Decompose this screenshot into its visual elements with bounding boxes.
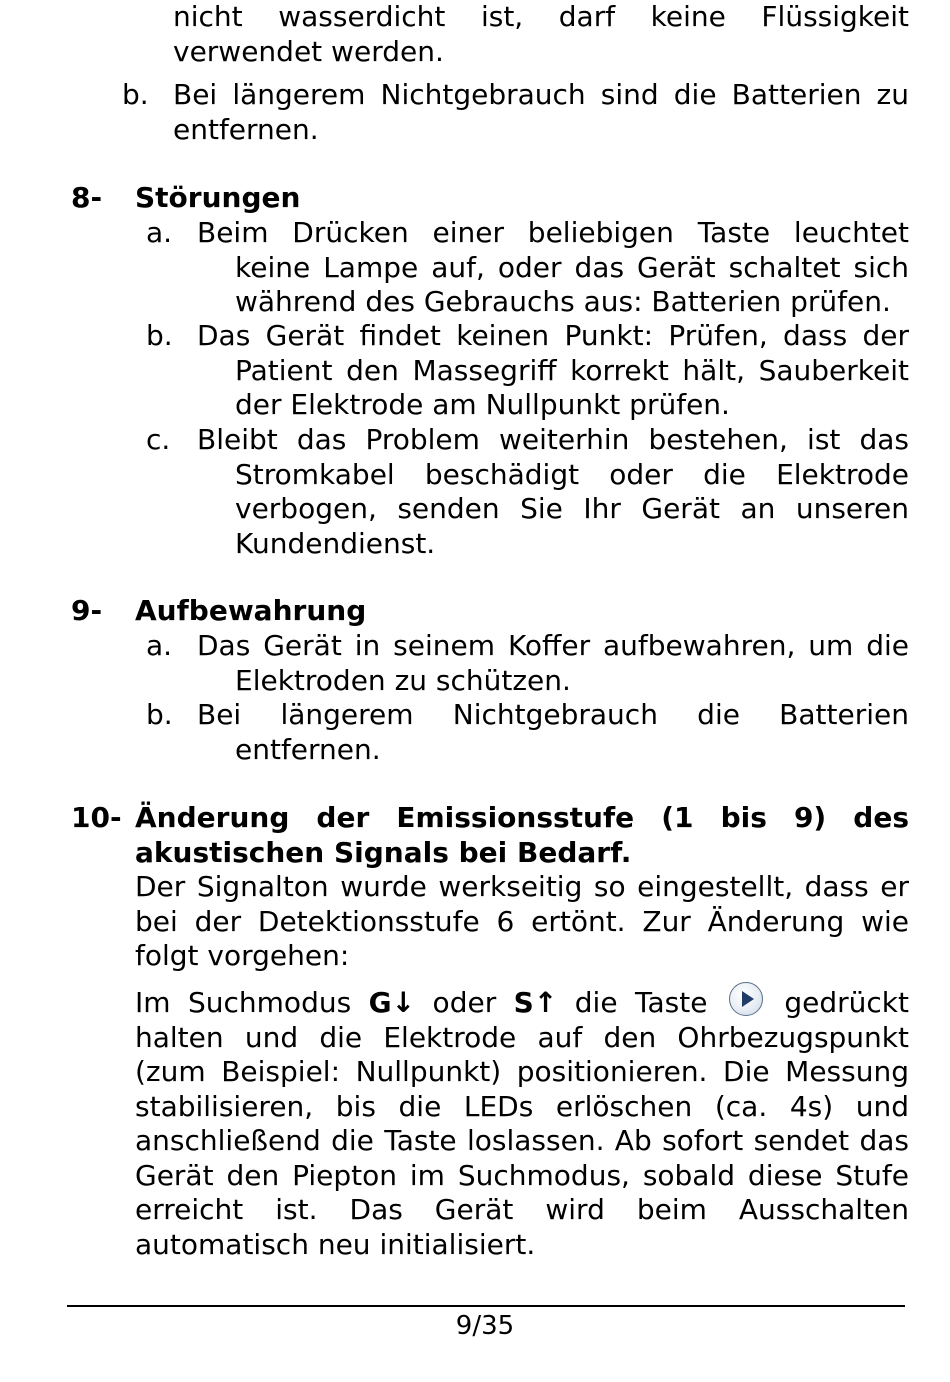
section8-heading: Störungen xyxy=(135,181,301,214)
section8-item-c-text: Bleibt das Problem weiterhin bestehen, ist das Stromkabel beschädigt oder die Elektrode verbogen, senden Sie Ihr Gerät an unseren Kundendienst. xyxy=(197,423,909,560)
section9-item-b-marker: b. xyxy=(146,698,173,731)
p2-text-3: die Taste xyxy=(557,986,725,1019)
page-number: 9/35 xyxy=(455,1311,515,1341)
section9-item-a-text: Das Gerät in seinem Koffer aufbewahren, um die Elektroden zu schützen. xyxy=(197,629,909,697)
section8-item-b-text: Das Gerät findet keinen Punkt: Prüfen, dass der Patient den Massegriff korrekt hält, Sauberkeit der Elektrode am Nullpunkt prüfen. xyxy=(197,319,909,421)
section8-item-a-text: Beim Drücken einer beliebigen Taste leuchtet keine Lampe auf, oder das Gerät schaltet sich während des Gebrauchs aus: Batterien prüfen. xyxy=(197,216,909,318)
section8-number: 8- xyxy=(71,181,103,214)
continuation-text: nicht wasserdicht ist, darf keine Flüssigkeit verwendet werden. xyxy=(173,0,909,68)
continuation-item-b-marker: b. xyxy=(122,78,149,111)
section10-number: 10- xyxy=(71,801,122,834)
continuation-item-b-text: Bei längerem Nichtgebrauch sind die Batterien zu entfernen. xyxy=(173,78,909,146)
p2-text-1: Im Suchmodus xyxy=(135,986,369,1019)
footer-rule xyxy=(67,1305,905,1307)
p2-text-2: oder xyxy=(415,986,514,1019)
section8-item-b-marker: b. xyxy=(146,319,173,352)
key-g-down: G↓ xyxy=(368,986,416,1019)
section9-heading: Aufbewahrung xyxy=(135,594,367,627)
section9-item-a-marker: a. xyxy=(146,629,173,662)
section9-number: 9- xyxy=(71,594,103,627)
section8-item-c-marker: c. xyxy=(146,423,171,456)
p2-text-4: gedrückt halten und die Elektrode auf den Ohrbezugspunkt (zum Beispiel: Nullpunkt) positionieren. Die Messung stabilisieren, bis die LEDs erlöschen (ca. 4s) und anschließend die Taste loslassen. Ab sofort sendet das Gerät den Piepton im Suchmodus, sobald diese Stufe erreicht ist. Das Gerät wird beim Ausschalten automatisch neu initialisiert. xyxy=(135,986,909,1261)
section10-paragraph-1: Der Signalton wurde werkseitig so eingestellt, dass er bei der Detektionsstufe 6 ertönt. Zur Änderung wie folgt vorgehen: xyxy=(135,870,909,972)
section9-item-b-text: Bei längerem Nichtgebrauch die Batterien entfernen. xyxy=(197,698,909,766)
play-button-icon xyxy=(729,982,763,1016)
section8-item-a-marker: a. xyxy=(146,216,173,249)
key-s-up: S↑ xyxy=(513,986,558,1019)
section10-paragraph-2 xyxy=(135,982,909,1262)
section10-heading: Änderung der Emissionsstufe (1 bis 9) des akustischen Signals bei Bedarf. xyxy=(135,801,909,869)
